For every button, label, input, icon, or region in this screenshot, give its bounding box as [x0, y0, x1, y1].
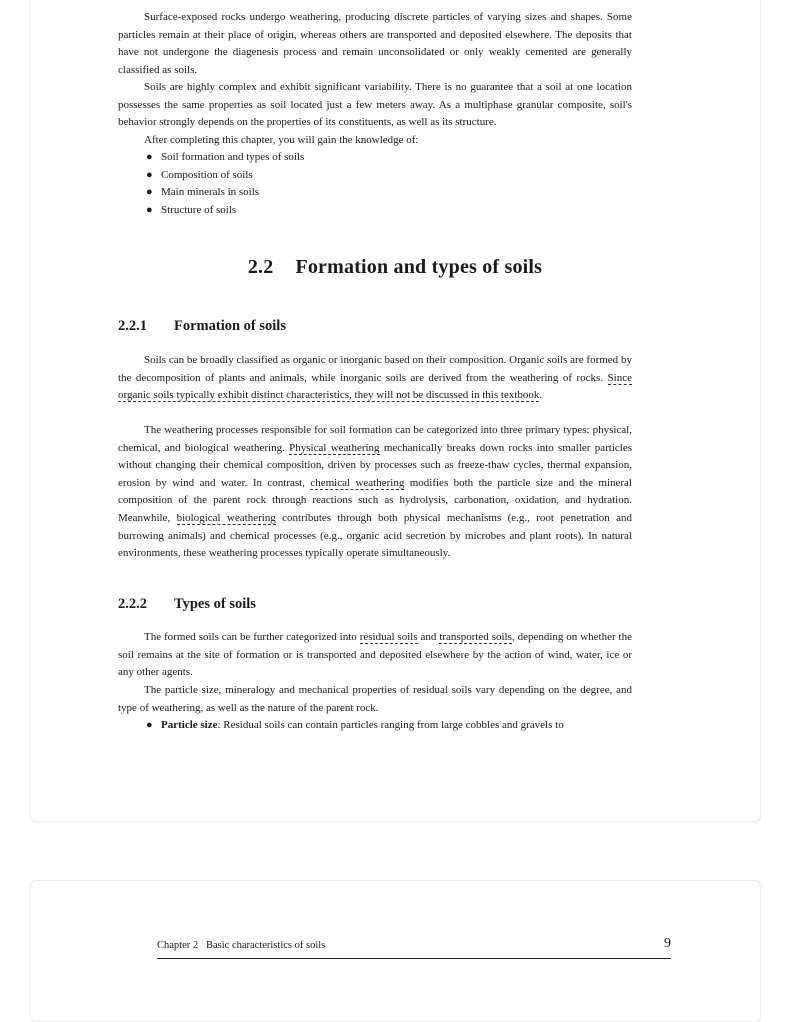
bullet-icon: ● [146, 204, 153, 216]
footer-chapter-title: Chapter 2 Basic characteristics of soils [157, 940, 326, 951]
list-item: ● Composition of soils [146, 167, 253, 185]
subsection-heading-types: 2.2.2 Types of soils [118, 596, 256, 612]
term-transported-soils: transported soils [439, 631, 512, 643]
bullet-icon: ● [146, 719, 153, 731]
intro-paragraph-1: Surface-exposed rocks undergo weathering, producing discrete particles of varying sizes and shapes. Some particles remain at their place of origin, whereas others are transported and deposited elsewhere. The deposits that have not undergone the diagenesis process and remain unconsolidated or only weakly cemented are generally classified as soils. [118, 11, 632, 76]
term-residual-soils: residual soils [359, 631, 418, 643]
list-item: ● Main minerals in soils [146, 184, 259, 202]
list-item: ● Soil formation and types of soils [146, 149, 304, 167]
bullet-icon: ● [146, 169, 153, 181]
underlined-note: Since organic soils typically exhibit distinct characteristics, they will not be discussed in this textbook [118, 371, 632, 402]
types-paragraph-2: The particle size, mineralogy and mechanical properties of residual soils vary depending on the degree, and type of weathering, as well as the nature of the parent rock. [118, 684, 632, 714]
formation-paragraph-1: Soils can be broadly classified as organic or inorganic based on their composition. Organic soils are formed by the decomposition of plants and animals, while inorganic soils are derived from the weathering of rocks. Since organic soils typically exhibit distinct characteristics, they will not be discussed in this textbook. [118, 354, 632, 402]
list-item: ● Particle size: Residual soils can contain particles ranging from large cobbles and gravels to [146, 717, 564, 735]
formation-paragraph-2: The weathering processes responsible for soil formation can be categorized into three primary types: physical, chemical, and biological weathering. Physical weathering mechanically breaks down rocks into smaller particles without changing their chemical composition, driven by processes such as freeze-thaw cycles, thermal expansion, erosion by wind and water. In contrast, chemical weathering modifies both the particle size and the mineral composition of the parent rock through reactions such as hydrolysis, carbonation, oxidation, and hydration. Meanwhile, biological weathering contributes through both physical mechanisms (e.g., root penetration and burrowing animals) and chemical processes (e.g., organic acid secretion by microbes and plant roots). In natural environments, these weathering processes typically operate simultaneously. [118, 424, 633, 560]
intro-paragraph-3: After completing this chapter, you will gain the knowledge of: [144, 134, 419, 146]
section-heading [0, 256, 790, 279]
section-number: 2.2 [247, 256, 274, 278]
bullet-icon: ● [146, 151, 153, 163]
term-physical-weathering: Physical weathering [289, 441, 380, 454]
bullet-icon: ● [146, 186, 153, 198]
subsection-heading-formation: 2.2.1 Formation of soils [118, 318, 286, 334]
term-biological-weathering: biological weathering [176, 511, 276, 524]
types-paragraph-1: The formed soils can be further categorized into residual soils and transported soils, depending on whether the soil remains at the site of formation or is transported and deposited elsewhere by the action of wind, water, ice or any other agents. [118, 631, 632, 679]
intro-paragraph-2: Soils are highly complex and exhibit significant variability. There is no guarantee that a soil at one location possesses the same properties as soil located just a few meters away. As a multiphase granular composite, soil's behavior strongly depends on the properties of its constituents, as well as its structure. [118, 81, 632, 129]
term-chemical-weathering: chemical weathering [310, 476, 405, 489]
section-title: Formation and types of soils [295, 256, 543, 278]
page-footer [157, 930, 671, 959]
list-item: ● Structure of soils [146, 202, 236, 220]
page-number: 9 [664, 936, 671, 951]
